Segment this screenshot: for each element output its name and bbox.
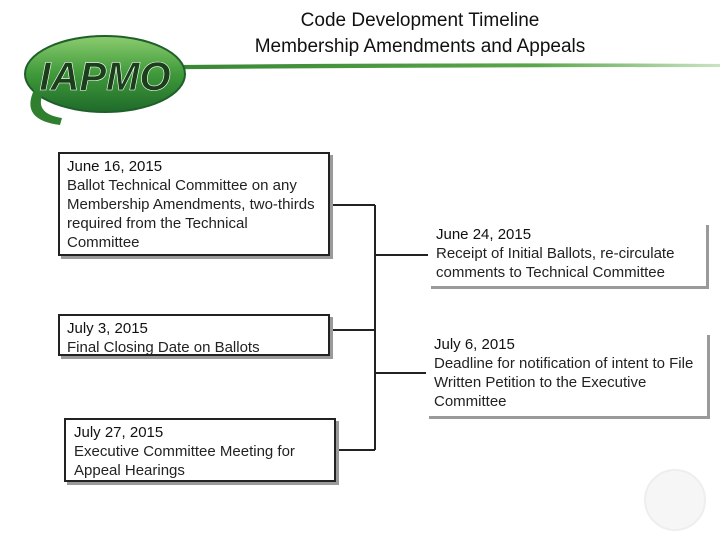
- page-title: Code Development Timeline: [300, 10, 540, 31]
- timeline-entry-june-24: [428, 222, 706, 286]
- entry-date: July 27, 2015: [74, 424, 164, 441]
- entry-date: June 16, 2015: [67, 158, 163, 175]
- timeline-entry-july-3: [58, 314, 330, 356]
- entry-description: Executive Committee Meeting for Appeal Hearings: [74, 443, 295, 479]
- timeline-entry-july-6: [426, 332, 707, 416]
- entry-date: July 6, 2015: [434, 336, 515, 353]
- svg-text:IAPMO: IAPMO: [39, 55, 171, 99]
- entry-description: Ballot Technical Committee on any Membership Amendments, two-thirds required from the Technical Committee: [67, 177, 315, 251]
- entry-date: June 24, 2015: [436, 226, 532, 243]
- timeline-entry-july-27: [64, 418, 336, 482]
- entry-description: Final Closing Date on Ballots: [67, 339, 260, 356]
- entry-date: July 3, 2015: [67, 320, 148, 337]
- entry-description: Receipt of Initial Ballots, re-circulate comments to Technical Committee: [436, 245, 675, 281]
- iapmo-logo: [20, 30, 190, 125]
- page-subtitle: Membership Amendments and Appeals: [254, 36, 586, 57]
- decorative-circle: [640, 465, 710, 535]
- entry-description: Deadline for notification of intent to File Written Petition to the Executive Committee: [434, 355, 694, 410]
- timeline-entry-june-16: [58, 152, 330, 256]
